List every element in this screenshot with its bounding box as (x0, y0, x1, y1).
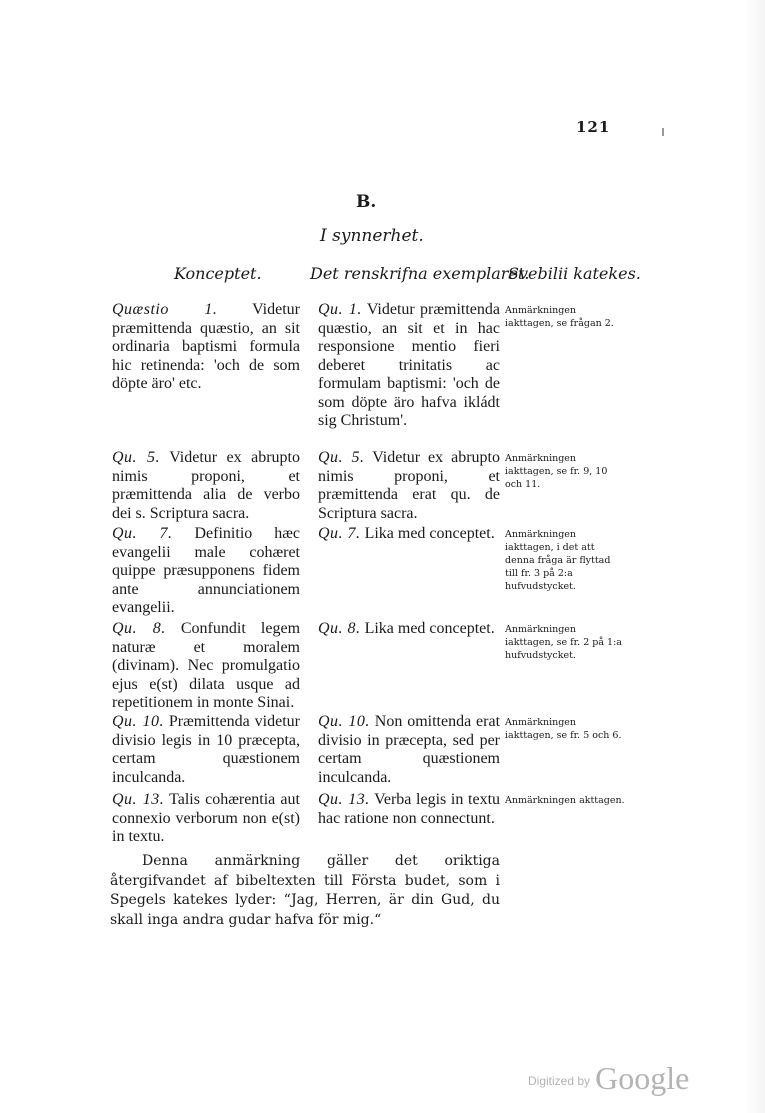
watermark-brand: Google (595, 1060, 690, 1096)
fair-copy-text: Videtur præmittenda quæstio, an sit et in hac responsione mentio fieri deberet trinitatis ac formulam baptismi: 'och de som döpte äro hafva ikládt sig Christum'. (318, 301, 500, 429)
concept-text: Videtur ex abrupto nimis proponi, et præmittenda alia de verbo dei s. Scriptura sacra. (112, 449, 300, 522)
question-label: Qu. 13. (112, 791, 165, 808)
column-header-concept: Konceptet. (174, 264, 262, 283)
question-label: Qu. 7. (318, 525, 361, 542)
question-label: Qu. 8. (112, 620, 166, 637)
margin-mark (662, 128, 664, 136)
row5-fair-copy (318, 713, 500, 787)
concept-text: Confundit legem naturæ et moralem (divinam). Nec promulgatio ejus e(st) dilata usque ad repetitionem in monte Sinai. (112, 620, 301, 711)
row4-concept (112, 620, 300, 713)
row6-note: Anmärkningen akttagen. (505, 795, 625, 806)
row4-note: Anmärkningen iakttagen, se fr. 2 på 1:a hufvudstycket. (505, 624, 622, 661)
question-label: Qu. 7. (112, 525, 173, 542)
concept-text: Talis cohærentia aut connexio verborum non e(st) in textu. (112, 791, 300, 845)
column-header-fair-copy: Det renskrifna exemplaret. (310, 264, 530, 283)
section-letter: B. (356, 192, 377, 212)
fair-copy-text: Videtur ex abrupto nimis proponi, et præmittenda erat qu. de Scriptura sacra. (318, 449, 500, 522)
row2-concept (112, 449, 300, 523)
question-label: Quæstio 1. (112, 301, 218, 318)
row6-concept (112, 791, 300, 847)
question-label: Qu. 8. (318, 620, 361, 637)
row3-concept (112, 525, 300, 618)
row3-note: Anmärkningen iakttagen, i det att denna fråga är flyttad till fr. 3 på 2:a hufvudstycket. (505, 529, 611, 592)
row4-fair-copy (318, 620, 500, 639)
row1-fair-copy (318, 301, 500, 431)
row1-note: Anmärkningen iakttagen, se frågan 2. (505, 305, 614, 329)
concept-text: Præmittenda videtur divisio legis in 10 præcepta, certam quæstionem inculcanda. (112, 713, 301, 786)
question-label: Qu. 1. (318, 301, 362, 318)
question-label: Qu. 5. (318, 449, 365, 466)
row6-fair-copy (318, 791, 500, 828)
fair-copy-text: Non omittenda erat divisio in præcepta, sed per certam quæstionem inculcanda. (318, 713, 501, 786)
row2-fair-copy (318, 449, 500, 523)
concept-text: Definitio hæc evangelii male cohæret quippe præsupponens fidem ante annunciationem evangelii. (112, 525, 301, 616)
fair-copy-text: Lika med conceptet. (364, 525, 495, 542)
concept-text: Videtur præmittenda quæstio, an sit ordinaria baptismi formula hic retinenda: 'och de som döpte äro' etc. (112, 301, 300, 392)
closing-paragraph-text: Denna anmärkning gäller det oriktiga återgifvandet af bibeltexten till Första budet, som i Spegels katekes lyder: “Jag, Herren, är din Gud, du skall inga andra gudar hafva för mig.“ (110, 853, 500, 928)
page-number: 121 (576, 118, 611, 136)
row5-concept (112, 713, 300, 787)
question-label: Qu. 5. (112, 449, 161, 466)
watermark-prefix: Digitized by (528, 1074, 591, 1088)
section-subtitle: I synnerhet. (320, 226, 424, 246)
column-header-svebilius: Svebilii katekes. (508, 264, 641, 283)
row2-note: Anmärkningen iakttagen, se fr. 9, 10 och 11. (505, 453, 608, 490)
row5-note: Anmärkningen iakttagen, se fr. 5 och 6. (505, 717, 622, 741)
row3-fair-copy (318, 525, 500, 544)
question-label: Qu. 10. (112, 713, 164, 730)
page-spine-shadow (745, 0, 765, 1113)
digitized-watermark (528, 1060, 689, 1097)
fair-copy-text: Verba legis in textu hac ratione non connectunt. (318, 791, 501, 827)
question-label: Qu. 10. (318, 713, 370, 730)
fair-copy-text: Lika med conceptet. (364, 620, 495, 637)
row1-concept (112, 301, 300, 394)
question-label: Qu. 13. (318, 791, 370, 808)
closing-paragraph (110, 852, 500, 930)
